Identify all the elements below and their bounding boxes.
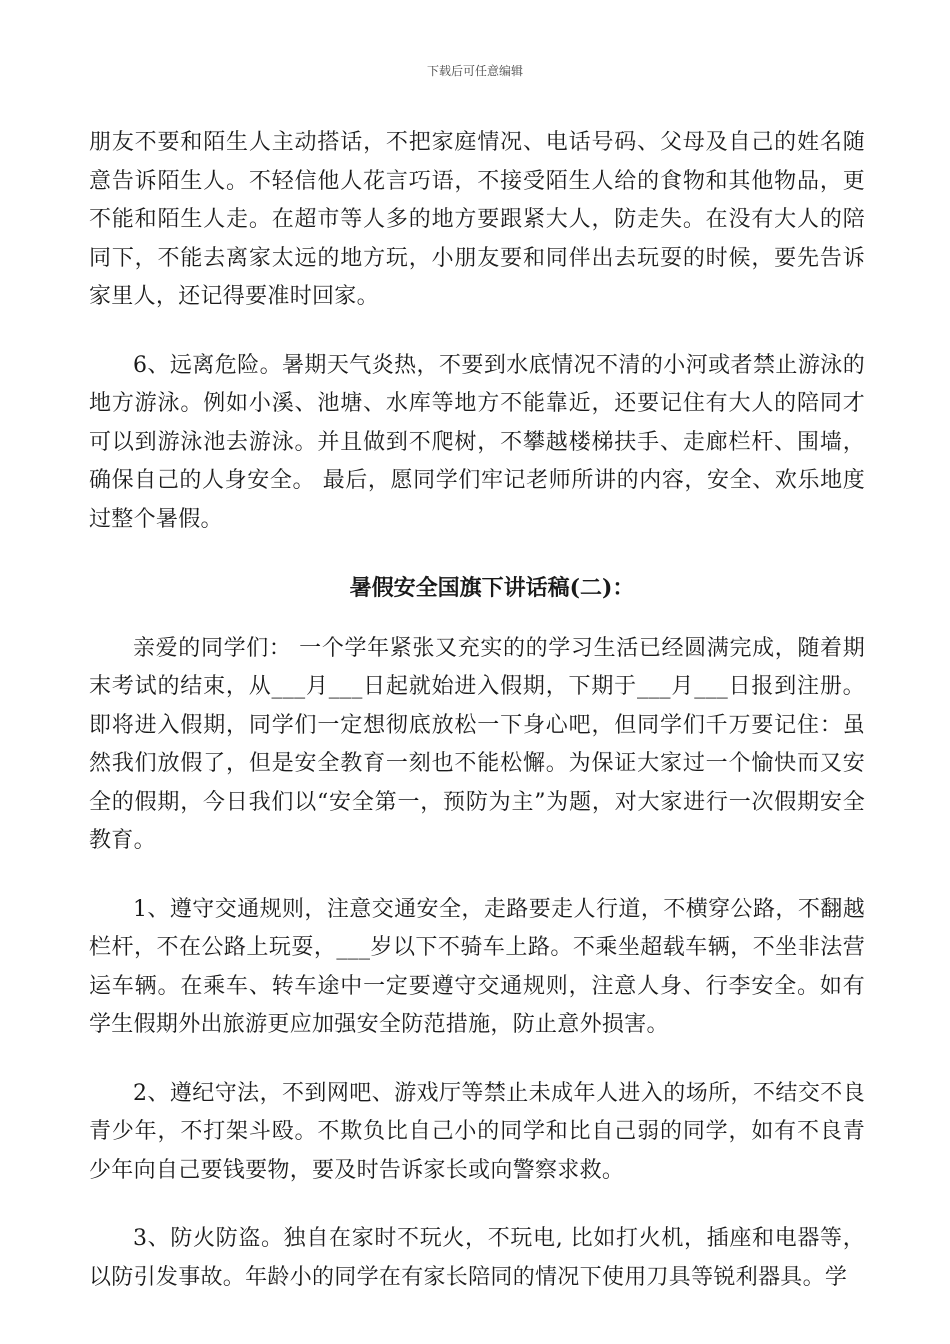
document-body bbox=[89, 124, 865, 1297]
paragraph-item-1: 1、遵守交通规则，注意交通安全，走路要走人行道，不横穿公路，不翻越栏杆，不在公路上玩耍，___岁以下不骑车上路。不乘坐超载车辆，不坐非法营运车辆。在乘车、转车途中一定要遵守交通规则，注意人身、行李安全。如有学生假期外出旅游更应加强安全防范措施，防止意外损害。 bbox=[89, 896, 865, 1037]
paragraph-continued: 朋友不要和陌生人主动搭话，不把家庭情况、电话号码、父母及自己的姓名随意告诉陌生人。不轻信他人花言巧语，不接受陌生人给的食物和其他物品，更不能和陌生人走。在超市等人多的地方要跟紧大人，防走失。在没有大人的陪同下，不能去离家太远的地方玩，小朋友要和同伴出去玩耍的时候，要先告诉家里人，还记得要准时回家。 bbox=[89, 130, 865, 309]
paragraph-item-6: 6、远离危险。暑期天气炎热，不要到水底情况不清的小河或者禁止游泳的地方游泳。例如小溪、池塘、水库等地方不能靠近，还要记住有大人的陪同才可以到游泳池去游泳。并且做到不爬树，不攀越楼梯扶手、走廊栏杆、围墙，确保自己的人身安全。 最后，愿同学们牢记老师所讲的内容，安全、欢乐地度过整个暑假。 bbox=[89, 352, 865, 532]
paragraph-gap bbox=[89, 608, 865, 630]
section-title: 暑假安全国旗下讲话稿(二)： bbox=[349, 575, 635, 601]
paragraph-intro: 亲爱的同学们： 一个学年紧张又充实的的学习生活已经圆满完成，随着期末考试的结束，从___月___日起就始进入假期，下期于___月___日报到注册。即将进入假期，同学们一定想彻底放松一下身心吧，但同学们千万要记住：虽然我们放假了，但是安全教育一刻也不能松懈。为保证大家过一个愉快而又安全的假期，今日我们以“安全第一，预防为主”为题，对大家进行一次假期安全教育。 bbox=[89, 635, 865, 853]
paragraph-gap bbox=[89, 861, 865, 891]
paragraph-gap bbox=[89, 317, 865, 347]
page-header-note: 下载后可任意编辑 bbox=[426, 64, 523, 78]
paragraph-gap bbox=[89, 1045, 865, 1075]
paragraph-gap bbox=[89, 539, 865, 569]
paragraph-gap bbox=[89, 1190, 865, 1220]
paragraph-item-2: 2、遵纪守法，不到网吧、游戏厅等禁止未成年人进入的场所，不结交不良青少年，不打架斗殴。不欺负比自己小的同学和比自己弱的同学，如有不良青少年向自己要钱要物，要及时告诉家长或向警察求救。 bbox=[89, 1080, 865, 1183]
paragraph-item-3: 3、防火防盗。独自在家时不玩火，不玩电, 比如打火机，插座和电器等，以防引发事故。年龄小的同学在有家长陪同的情况下使用刀具等锐利器具。学 bbox=[89, 1226, 865, 1290]
